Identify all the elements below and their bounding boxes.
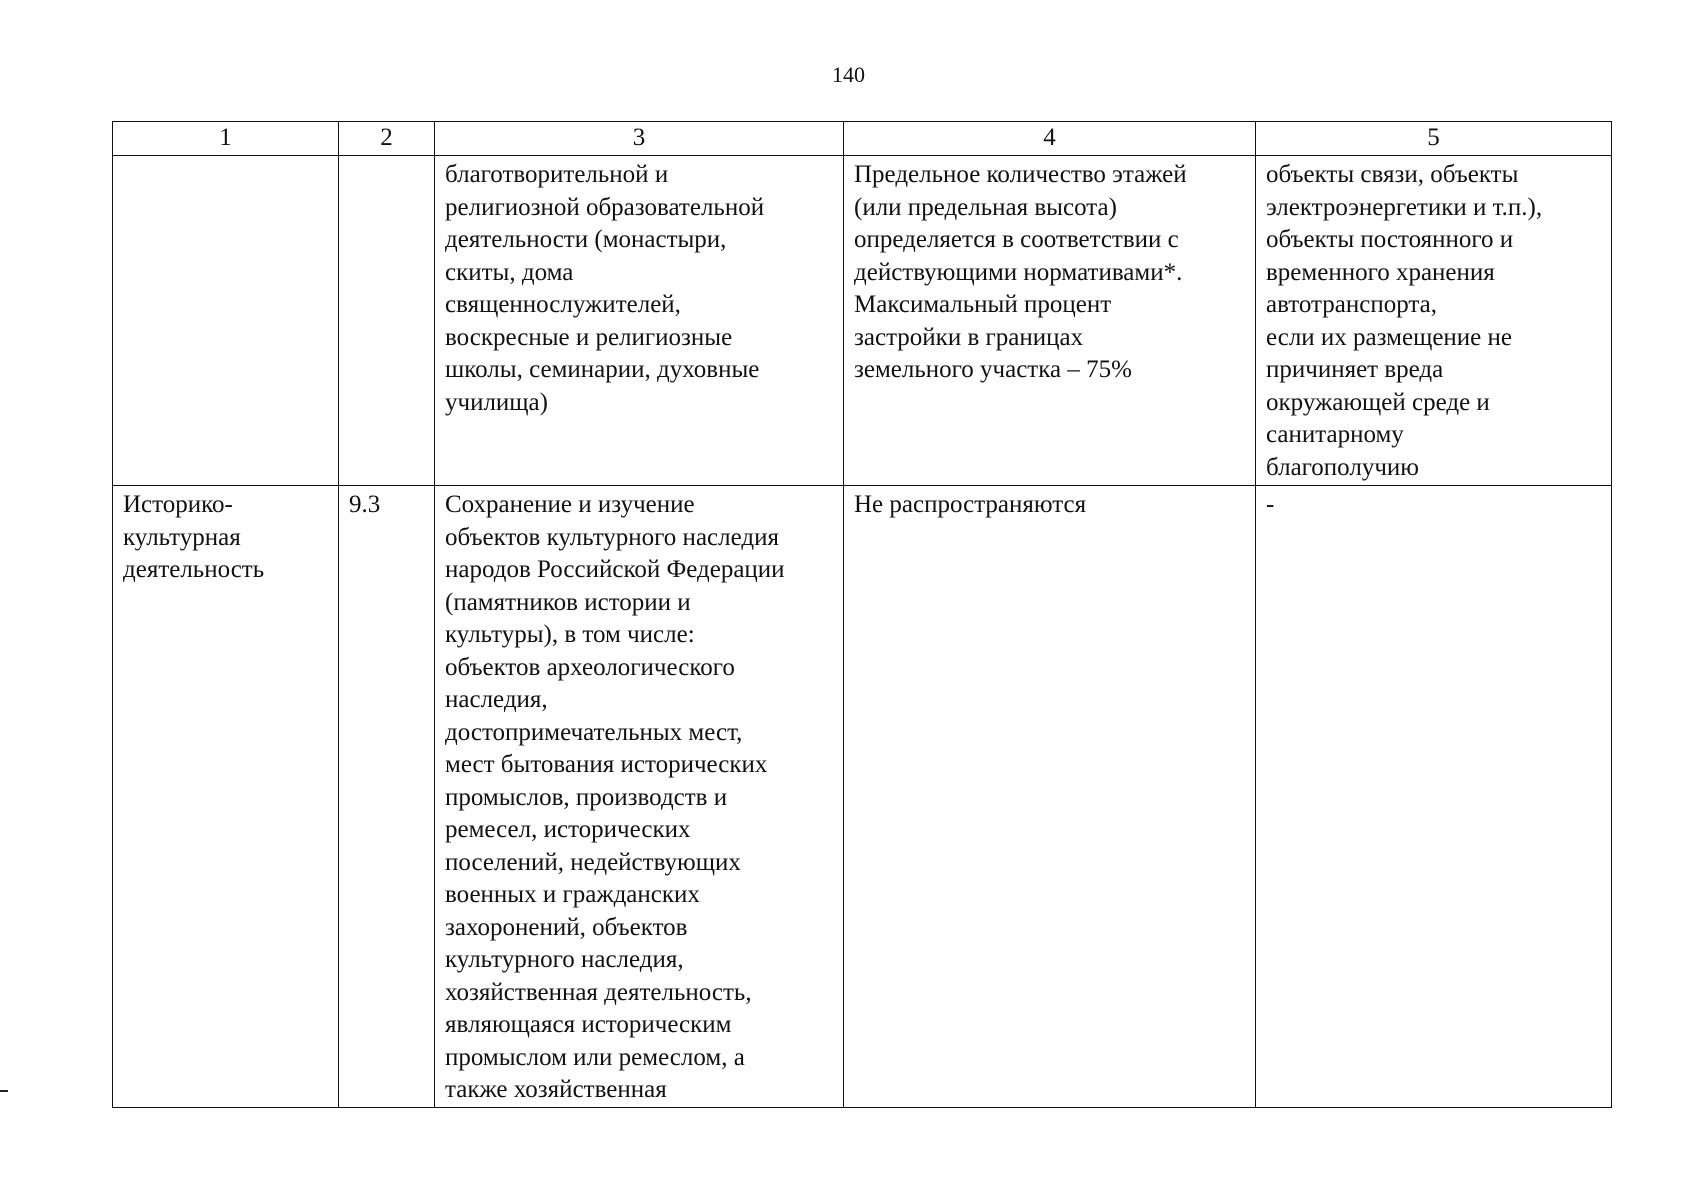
cell-text-line: ремесел, исторических: [445, 816, 691, 843]
cell-text-line: культурного наследия,: [445, 946, 684, 973]
cell-text-line: земельного участка – 75%: [854, 356, 1132, 383]
cell-text-line: объектов археологического: [445, 653, 735, 681]
cell-text-line: Сохранение и изучение: [445, 491, 695, 518]
cell-text-line: достопримечательных мест,: [445, 718, 743, 746]
table-row: [113, 486, 1612, 1108]
cell-text-line: являющаяся историческим: [445, 1011, 732, 1038]
cell-text-line: причиняет вреда: [1266, 356, 1444, 383]
cell-text-line: объекты связи, объекты: [1266, 161, 1519, 188]
cell-code: 9.3: [339, 486, 435, 1108]
cell-code: [339, 156, 435, 486]
cell-description: [435, 486, 844, 1108]
cell-text-line: школы, семинарии, духовные: [445, 356, 760, 383]
cell-text-line: определяется в соответствии с: [854, 226, 1179, 253]
cell-text-line: училища): [445, 388, 548, 416]
cell-text-line: священнослужителей,: [445, 291, 681, 318]
cell-text-line: военных и гражданских: [445, 881, 700, 908]
cell-text-line: промыслов, производств и: [445, 783, 728, 811]
cell-activity-type: [113, 486, 339, 1108]
cell-text-line: хозяйственная деятельность,: [445, 978, 752, 1006]
cell-text-line: Историко-: [123, 491, 233, 518]
header-col-3: 3: [435, 122, 844, 156]
cell-text-line: Максимальный процент: [854, 291, 1112, 318]
cell-text-line: окружающей среде и: [1266, 388, 1490, 416]
header-col-2: 2: [339, 122, 435, 156]
cell-text-line: захоронений, объектов: [445, 913, 688, 941]
cell-text-line: благополучию: [1266, 453, 1419, 481]
cell-text-line: (памятников истории и: [445, 588, 691, 616]
cell-parameters: [844, 486, 1256, 1108]
margin-mark: [0, 1090, 8, 1092]
cell-text-line: народов Российской Федерации: [445, 556, 785, 583]
cell-text-line: благотворительной и: [445, 161, 669, 188]
page-number: 140: [832, 62, 865, 87]
cell-text-line: наследия,: [445, 686, 548, 713]
cell-text-line: электроэнергетики и т.п.),: [1266, 193, 1543, 221]
cell-activity-type: [113, 156, 339, 486]
regulations-table: [112, 121, 1612, 1108]
cell-text-line: автотранспорта,: [1266, 291, 1437, 318]
cell-parameters: [844, 156, 1256, 486]
cell-text-line: Не распространяются: [854, 491, 1087, 518]
cell-text-line: Предельное количество этажей: [854, 161, 1187, 188]
cell-text-line: застройки в границах: [854, 323, 1084, 351]
table-header-row: [113, 122, 1612, 156]
cell-text-line: воскресные и религиозные: [445, 323, 733, 351]
cell-conditions: [1256, 486, 1612, 1108]
header-col-4: 4: [844, 122, 1256, 156]
cell-text-line: если их размещение не: [1266, 323, 1513, 351]
cell-text-line: поселений, недействующих: [445, 848, 741, 876]
cell-text-line: объектов культурного наследия: [445, 523, 779, 551]
cell-text-line: деятельность: [123, 556, 265, 583]
cell-text-line: санитарному: [1266, 421, 1404, 448]
header-col-1: 1: [113, 122, 339, 156]
cell-text-line: промыслом или ремеслом, а: [445, 1043, 745, 1071]
cell-text-line: культуры), в том числе:: [445, 621, 695, 648]
cell-text-line: мест бытования исторических: [445, 751, 768, 778]
header-col-5: 5: [1256, 122, 1612, 156]
cell-text-line: объекты постоянного и: [1266, 226, 1514, 253]
cell-text-line: действующими нормативами*.: [854, 258, 1183, 286]
cell-text-line: также хозяйственная: [445, 1076, 667, 1103]
cell-text-line: религиозной образовательной: [445, 193, 765, 221]
cell-text-line: культурная: [123, 523, 241, 551]
cell-text-line: временного хранения: [1266, 258, 1495, 286]
cell-text-line: скиты, дома: [445, 258, 574, 286]
cell-text-line: деятельности (монастыри,: [445, 226, 727, 253]
cell-text-line: (или предельная высота): [854, 193, 1117, 221]
cell-conditions: [1256, 156, 1612, 486]
cell-description: [435, 156, 844, 486]
cell-text-line: -: [1266, 491, 1275, 518]
table-row: [113, 156, 1612, 486]
